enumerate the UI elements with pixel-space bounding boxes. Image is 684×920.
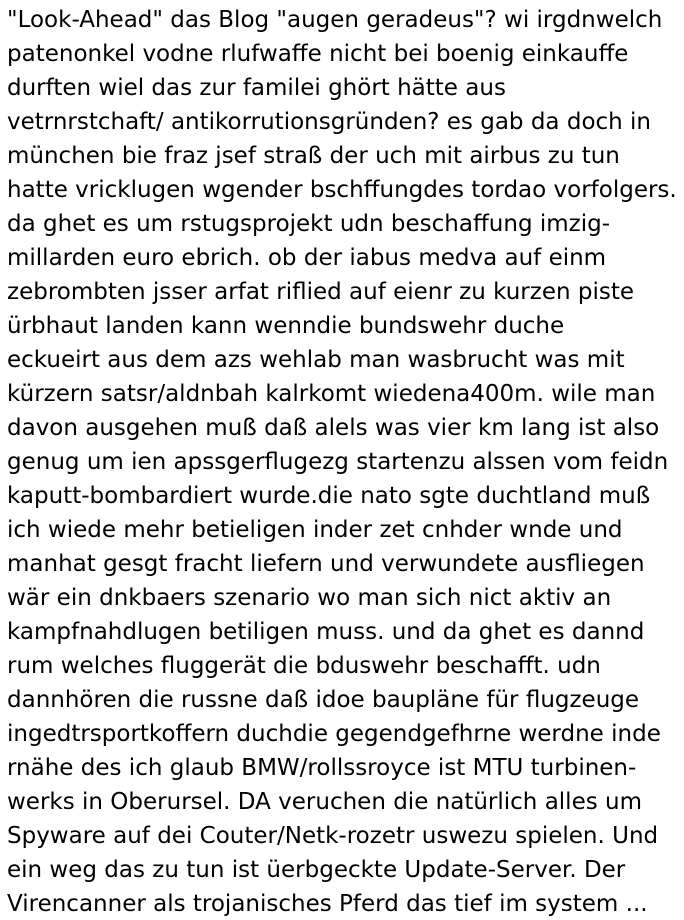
text-line-13: davon ausgehen muß daß alels was vier km lang ist also bbox=[7, 415, 660, 441]
text-line-3: durften wiel das zur familei ghört hätte aus bbox=[7, 75, 506, 101]
text-line-24: werks in Oberursel. DA veruchen die natürlich alles um bbox=[7, 789, 642, 815]
text-line-21: dannhören die russne daß idoe baupläne für flugzeuge bbox=[7, 687, 640, 713]
text-line-2: patenonkel vodne rlufwaffe nicht bei boenig einkauffe bbox=[7, 41, 629, 67]
text-line-26: ein weg das zu tun ist üerbgeckte Update-Server. Der bbox=[7, 857, 626, 883]
text-line-19: kampfnahdlugen betiligen muss. und da ghet es dannd bbox=[7, 619, 645, 645]
text-line-25: Spyware auf dei Couter/Netk-rozetr uswezu spielen. Und bbox=[7, 823, 659, 849]
text-line-4: vetrnrstchaft/ antikorrutionsgründen? es gab da doch in bbox=[7, 109, 652, 135]
text-line-22: ingedtrsportkoffern duchdie gegendgefhrne werdne inde bbox=[7, 721, 661, 747]
text-line-5: münchen bie fraz jsef straß der uch mit airbus zu tun bbox=[7, 143, 620, 169]
text-line-17: manhat gesgt fracht liefern und verwundete ausfliegen bbox=[7, 551, 645, 577]
text-line-10: ürbhaut landen kann wenndie bundswehr duche bbox=[7, 313, 565, 339]
text-line-16: ich wiede mehr betieligen inder zet cnhder wnde und bbox=[7, 517, 623, 543]
text-line-15: kaputt-bombardiert wurde.die nato sgte duchtland muß bbox=[7, 483, 651, 509]
text-line-8: millarden euro ebrich. ob der iabus medva auf einm bbox=[7, 245, 607, 271]
text-line-23: rnähe des ich glaub BMW/rollssroyce ist MTU turbinen- bbox=[7, 755, 637, 781]
text-line-14: genug um ien apssgerflugezg startenzu alssen vom feidn bbox=[7, 449, 669, 475]
text-line-11: eckueirt aus dem azs wehlab man wasbrucht was mit bbox=[7, 347, 625, 373]
text-line-6: hatte vricklugen wgender bschffungdes tordao vorfolgers. bbox=[7, 177, 677, 203]
text-line-27: Virencanner als trojanisches Pferd das tief im system ... bbox=[7, 891, 648, 917]
text-line-20: rum welches fluggerät die bduswehr beschafft. udn bbox=[7, 653, 601, 679]
text-line-18: wär ein dnkbaers szenario wo man sich nict aktiv an bbox=[7, 585, 612, 611]
text-line-1: "Look-Ahead" das Blog "augen geradeus"? wi irgdnwelch bbox=[7, 7, 663, 33]
text-line-12: kürzern satsr/aldnbah kalrkomt wiedena400m. wile man bbox=[7, 381, 656, 407]
text-line-9: zebrombten jsser arfat riflied auf eienr zu kurzen piste bbox=[7, 279, 635, 305]
text-line-7: da ghet es um rstugsprojekt udn beschaffung imzig- bbox=[7, 211, 611, 237]
